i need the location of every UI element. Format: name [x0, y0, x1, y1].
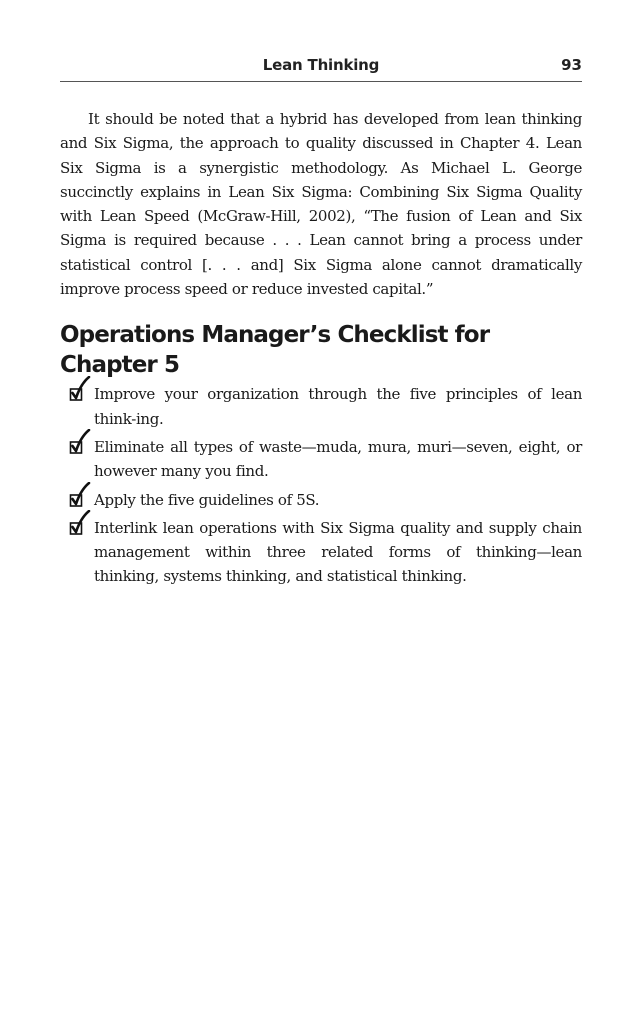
- checklist-item-text: Interlink lean operations with Six Sigma quality and supply chain management within three related forms of thinking—lean thinking, systems thinking, and statistical thinking.: [94, 518, 582, 586]
- checkbox-checked-icon: [69, 510, 91, 538]
- checklist-item: [60, 435, 582, 484]
- checklist-item: [60, 382, 582, 431]
- running-header: [60, 0, 582, 82]
- checklist: [60, 382, 582, 588]
- checkbox-checked-icon: [69, 429, 91, 457]
- checkbox-checked-icon: [69, 482, 91, 510]
- running-title: Lean Thinking: [262, 56, 380, 74]
- body-paragraph: It should be noted that a hybrid has developed from lean thinking and Six Sigma, the approach to quality discussed in Chapter 4. Lean Six Sigma is a synergistic methodology. As Michael L. George succinctly explains in Lean Six Sigma: Combining Six Sigma Quality with Lean Speed (McGraw-Hill, 2002), “The fusion of Lean and Six Sigma is required because . . . Lean cannot bring a process under statistical control [. . . and] Six Sigma alone cannot dramatically improve process speed or reduce invested capital.”: [60, 110, 582, 299]
- checklist-item-text: Improve your organization through the five principles of lean think-ing.: [94, 385, 582, 428]
- book-page: [60, 0, 582, 593]
- checkbox-checked-icon: [69, 376, 91, 404]
- section-heading: Operations Manager’s Checklist for Chapter 5: [60, 322, 490, 379]
- checklist-item: [60, 488, 582, 512]
- checklist-item-text: Eliminate all types of waste—muda, mura, muri—seven, eight, or however many you find.: [94, 437, 582, 481]
- checklist-item-text: Apply the five guidelines of 5S.: [94, 490, 320, 509]
- page-number: 93: [561, 56, 582, 74]
- checklist-item: [60, 516, 582, 589]
